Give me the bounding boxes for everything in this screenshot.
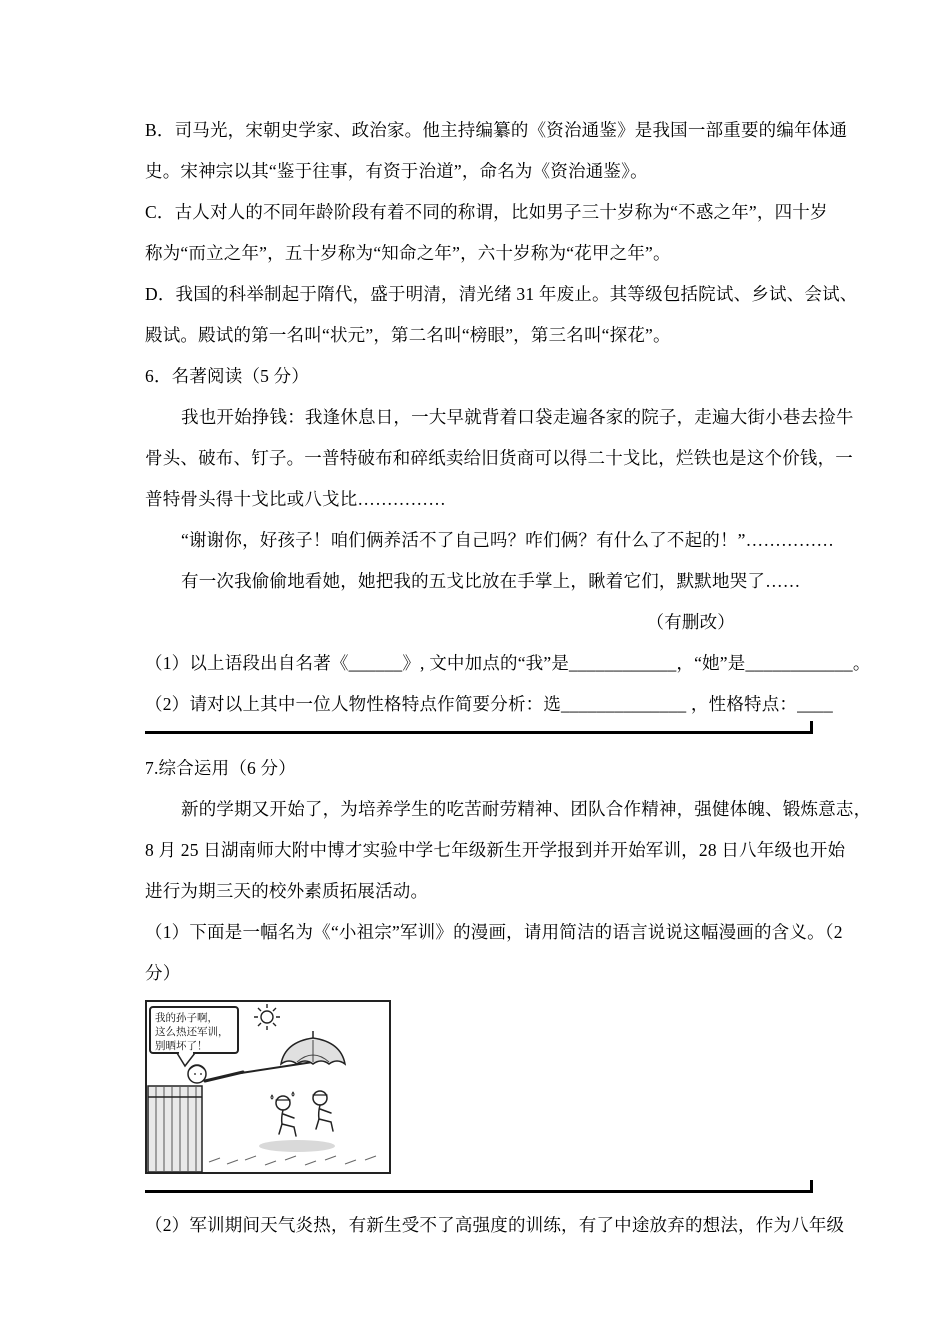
question-7-intro-1: 新的学期又开始了，为培养学生的吃苦耐劳精神、团队合作精神，强健体魄、锻炼意志，: [181, 799, 872, 819]
bubble-text-line-3: 别晒坏了！: [155, 1041, 208, 1052]
question-7-intro-3: 进行为期三天的校外素质拓展活动。: [145, 881, 429, 901]
comic-svg: [145, 1000, 391, 1174]
section-divider-1: [145, 731, 813, 734]
option-b-line-2: 史。宋神宗以其“鉴于往事，有资于治道”，命名为《资治通鉴》。: [145, 161, 648, 181]
question-7-sub1-line-2: 分）: [145, 963, 181, 983]
option-d-line-1: D．我国的科举制起于隋代，盛于明清，清光绪 31 年废止。其等级包括院试、乡试、会试、: [145, 284, 858, 304]
bubble-text-line-1: 我的孙子啊，: [155, 1013, 218, 1024]
passage-line-1: 我也开始挣钱：我逢休息日，一大早就背着口袋走遍各家的院子，走遍大街小巷去捡牛: [181, 407, 854, 427]
comic-image: [145, 1000, 391, 1174]
question-7-intro-2: 8 月 25 日湖南师大附中博才实验中学七年级新生开学报到并开始军训，28 日八年级也开始: [145, 840, 846, 860]
table-border-tick-1: [810, 721, 813, 731]
bubble-text-line-2: 这么热还军训，: [155, 1027, 229, 1038]
question-7-heading: 7.综合运用（6 分）: [145, 758, 296, 778]
option-c-line-2: 称为“而立之年”，五十岁称为“知命之年”，六十岁称为“花甲之年”。: [145, 243, 671, 263]
question-7-sub2-line: （2）军训期间天气炎热，有新生受不了高强度的训练，有了中途放弃的想法，作为八年级: [145, 1215, 845, 1235]
option-c-line-1: C．古人对人的不同年龄阶段有着不同的称谓，比如男子三十岁称为“不惑之年”，四十岁: [145, 202, 828, 222]
passage-line-4: “谢谢你，好孩子！咱们俩养活不了自己吗？咋们俩？有什么了不起的！”……………: [181, 530, 835, 550]
question-6-blank-2: （2）请对以上其中一位人物性格特点作简要分析：选______________ ，性格特点：____: [145, 694, 833, 714]
question-7-sub1-line-1: （1）下面是一幅名为《“小祖宗”军训》的漫画，请用简洁的语言说说这幅漫画的含义。（2: [145, 922, 843, 942]
option-d-line-2: 殿试。殿试的第一名叫“状元”，第二名叫“榜眼”，第三名叫“探花”。: [145, 325, 671, 345]
passage-line-2: 骨头、破布、钉子。一普特破布和碎纸卖给旧货商可以得二十戈比，烂铁也是这个价钱，一: [145, 448, 853, 468]
section-divider-2: [145, 1190, 813, 1193]
fence: [148, 1086, 202, 1172]
question-6-blank-1: （1）以上语段出自名著《______》, 文中加点的“我”是____________，“她”是____________。: [145, 653, 871, 673]
question-6-heading: 6．名著阅读（5 分）: [145, 366, 310, 386]
passage-line-5: 有一次我偷偷地看她，她把我的五戈比放在手掌上，瞅着它们，默默地哭了……: [181, 571, 801, 591]
edited-note: （有删改）: [646, 612, 735, 632]
option-b-line-1: B．司马光，宋朝史学家、政治家。他主持编纂的《资治通鉴》是我国一部重要的编年体通: [145, 120, 848, 140]
table-border-tick-2: [810, 1180, 813, 1190]
document-content: [145, 110, 872, 1246]
passage-line-3: 普特骨头得十戈比或八戈比……………: [145, 489, 446, 509]
